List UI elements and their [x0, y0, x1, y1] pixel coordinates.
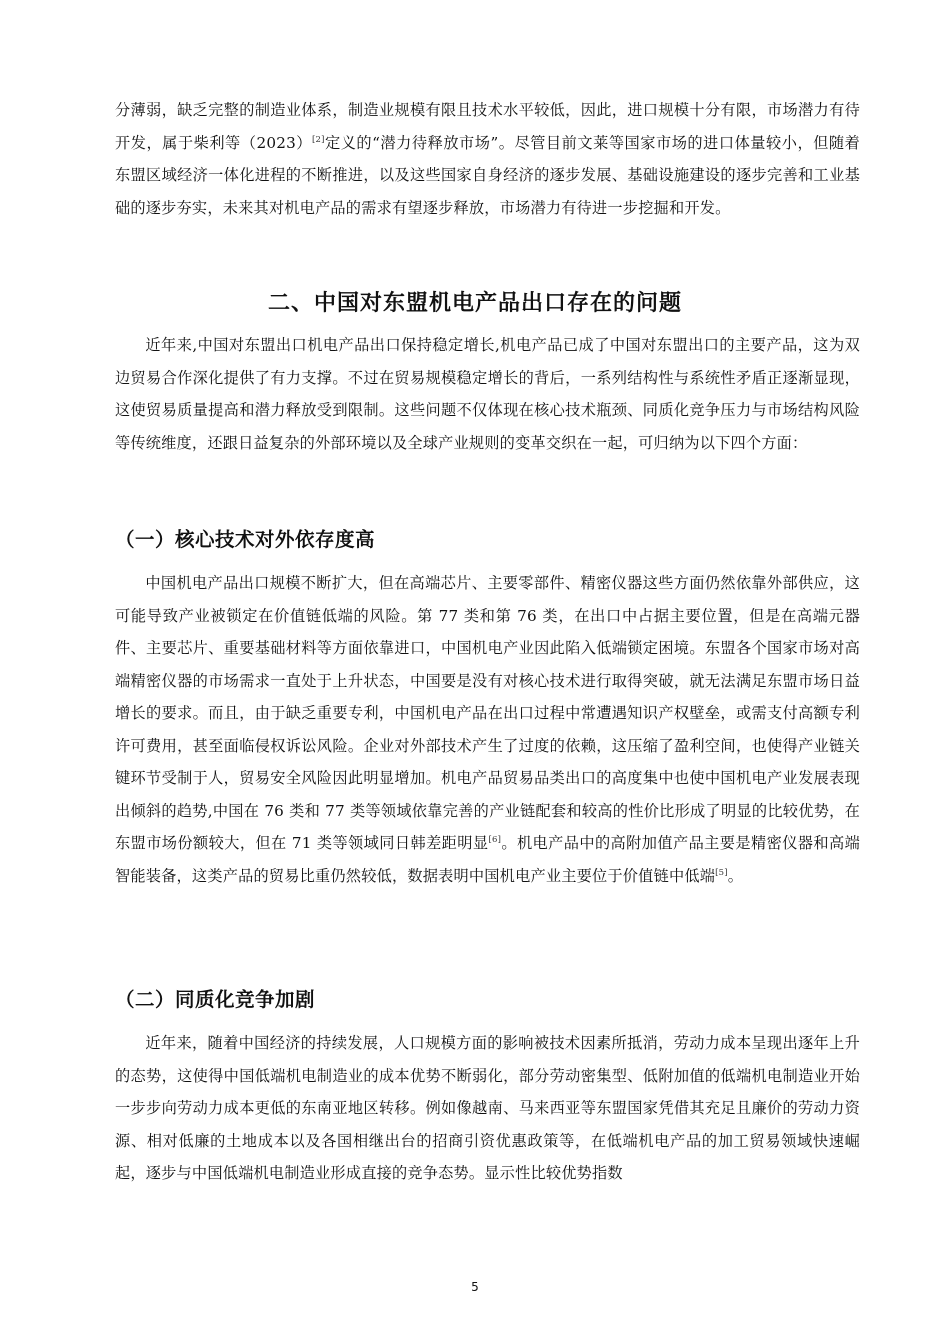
paragraph-text: 。机电产品中的高附加值产品主要是精密仪器和高端智能装备，这类产品的贸易比重仍然较低，数据表明中国机电产业主要位于价值链中低端	[115, 834, 860, 885]
paragraph-text: 。	[727, 866, 744, 885]
body-paragraph-continuation	[115, 94, 860, 224]
citation-marker: [6]	[488, 834, 502, 845]
subsection-2-paragraph: 近年来，随着中国经济的持续发展，人口规模方面的影响被技术因素所抵消，劳动力成本呈现出逐年上升的态势，这使得中国低端机电制造业的成本优势不断弱化，部分劳动密集型、低附加值的低端机电制造业开始一步步向劳动力成本更低的东南亚地区转移。例如像越南、马来西亚等东盟国家凭借其充足且廉价的劳动力资源、相对低廉的土地成本以及各国相继出台的招商引资优惠政策等，在低端机电产品的加工贸易领域快速崛起，逐步与中国低端机电制造业形成直接的竞争态势。显示性比较优势指数	[115, 1034, 860, 1182]
subsection-1-paragraph	[115, 567, 860, 892]
subsection-heading-1: （一）核心技术对外依存度高	[115, 528, 376, 551]
citation-marker: [2]	[312, 134, 325, 145]
paragraph-text: 定义的“潜力待释放市场”。尽管目前文莱等国家市场的进口体量较小，但随着东盟区域经济一体化进程的不断推进，以及这些国家自身经济的逐步发展、基础设施建设的逐步完善和工业基础的逐步夯实，未来其对机电产品的需求有望逐步释放，市场潜力有待进一步挖掘和开发。	[115, 133, 861, 217]
page-number: 5	[471, 1280, 479, 1294]
section-heading: 二、中国对东盟机电产品出口存在的问题	[267, 291, 682, 316]
paragraph-text: 中国机电产品出口规模不断扩大，但在高端芯片、主要零部件、精密仪器这些方面仍然依靠外部供应，这可能导致产业被锁定在价值链低端的风险。第 77 类和第 76 类，在出口中占据主要位置，但是在高端元器件、主要芯片、重要基础材料等方面依靠进口，中国机电产业因此陷入低端锁定困境。东盟各个国家市场对高端精密仪器的市场需求一直处于上升状态，中国要是没有对核心技术进行取得突破，就无法满足东盟市场日益增长的要求。而且，由于缺乏重要专利，中国机电产品在出口过程中常遭遇知识产权壁垒，或需支付高额专利许可费用，甚至面临侵权诉讼风险。企业对外部技术产生了过度的依赖，这压缩了盈利空间，也使得产业链关键环节受制于人，贸易安全风险因此明显增加。机电产品贸易品类出口的高度集中也使中国机电产业发展表现出倾斜的趋势,中国在 76 类和 77 类等领域依靠完善的产业链配套和较高的性价比形成了明显的比较优势，在东盟市场份额较大，但在 71 类等领域同日韩差距明显	[115, 574, 860, 852]
paragraph-text: 分薄弱，缺乏完整的制造业体系，制造业规模有限且技术水平较低，因此，进口规模十分有限，市场潜力有待开发，属于柴利等（2023）	[115, 101, 860, 152]
citation-marker: [5]	[715, 867, 728, 878]
subsection-heading-2: （二）同质化竞争加剧	[115, 988, 316, 1011]
section-intro-paragraph: 近年来,中国对东盟出口机电产品出口保持稳定增长,机电产品已成了中国对东盟出口的主要产品，这为双边贸易合作深化提供了有力支撑。不过在贸易规模稳定增长的背后，一系列结构性与系统性矛盾正逐渐显现，这使贸易质量提高和潜力释放受到限制。这些问题不仅体现在核心技术瓶颈、同质化竞争压力与市场结构风险等传统维度，还跟日益复杂的外部环境以及全球产业规则的变革交织在一起，可归纳为以下四个方面：	[115, 336, 860, 452]
